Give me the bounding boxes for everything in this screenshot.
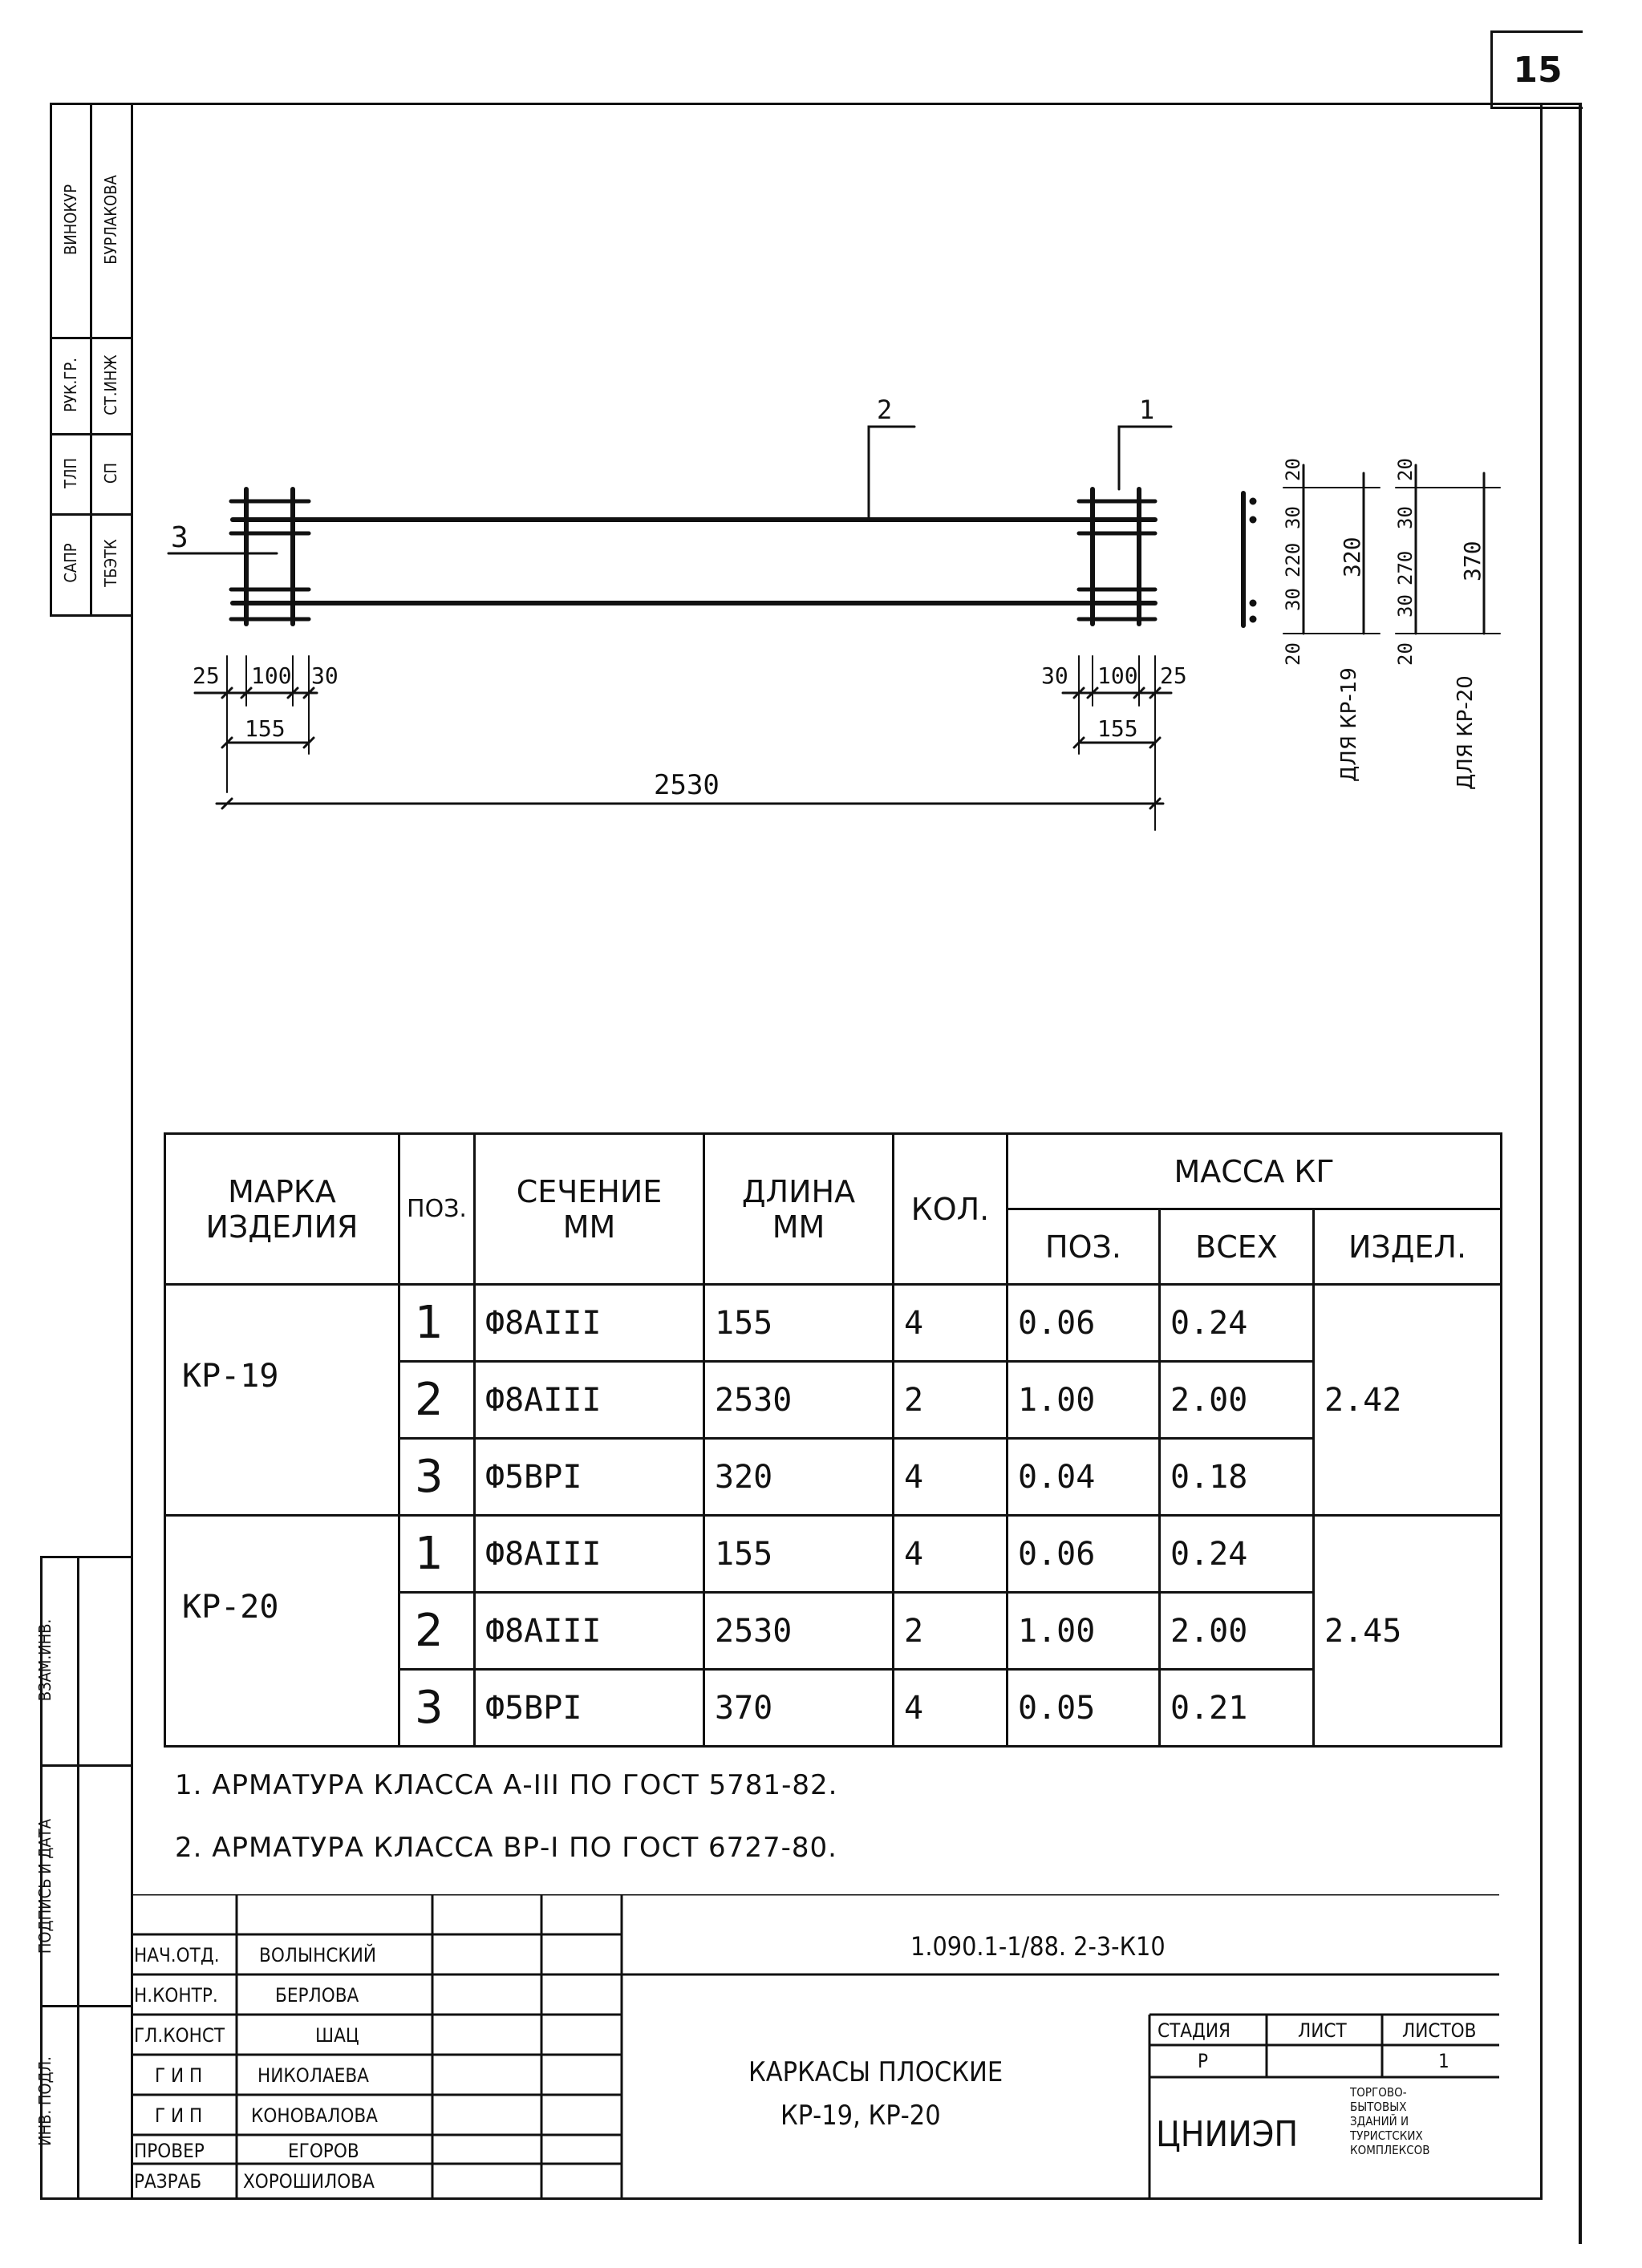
section-cell: Ф8АIII xyxy=(475,1593,704,1670)
drawing-title-line1: КАРКАСЫ ПЛОСКИЕ xyxy=(748,2056,1003,2088)
role-7: РАЗРАБ xyxy=(134,2170,202,2193)
header-mass: МАССА КГ xyxy=(1007,1134,1502,1209)
strip-top-label-tlp: ТЛП xyxy=(61,457,80,489)
kr20-dim-20-bottom: 20 xyxy=(1394,642,1417,666)
role-3: ГЛ.КОНСТ xyxy=(134,2024,225,2047)
leader-2-label: 2 xyxy=(877,395,893,425)
frame-drawing xyxy=(0,0,1642,882)
leader-1-label: 1 xyxy=(1139,395,1155,425)
mass-all-cell: 0.24 xyxy=(1160,1516,1314,1593)
kr20-dim-20-top: 20 xyxy=(1394,458,1417,481)
mass-all-cell: 0.18 xyxy=(1160,1439,1314,1516)
dim-total-2530: 2530 xyxy=(654,769,720,801)
kr19-dim-30-bottom: 30 xyxy=(1282,588,1304,611)
kr19-overall-320: 320 xyxy=(1339,537,1365,577)
section-cell: Ф5ВРI xyxy=(475,1439,704,1516)
mass-pos-cell: 1.00 xyxy=(1007,1593,1160,1670)
mass-pos-cell: 0.04 xyxy=(1007,1439,1160,1516)
pos-cell: 2 xyxy=(399,1362,475,1439)
mass-pos-cell: 0.06 xyxy=(1007,1285,1160,1362)
name-2: БЕРЛОВА xyxy=(275,1984,359,2007)
name-7: ХОРОШИЛОВА xyxy=(243,2170,375,2193)
leader-2-line xyxy=(869,427,914,520)
length-cell: 320 xyxy=(704,1439,894,1516)
drawing-title-line2: КР-19, КР-20 xyxy=(780,2100,941,2132)
strip-top-role-1: РУК.ГР. xyxy=(61,358,80,412)
section-cell: Ф8АIII xyxy=(475,1362,704,1439)
length-cell: 2530 xyxy=(704,1593,894,1670)
header-mass-all: ВСЕХ xyxy=(1160,1209,1314,1285)
length-cell: 370 xyxy=(704,1670,894,1747)
length-cell: 2530 xyxy=(704,1362,894,1439)
strip-top-name-2: БУРЛАКОВА xyxy=(101,175,120,265)
header-qty: КОЛ. xyxy=(894,1134,1007,1285)
role-4: Г И П xyxy=(155,2064,203,2087)
name-1: ВОЛЫНСКИЙ xyxy=(259,1944,377,1966)
specification-table xyxy=(164,1132,1502,1748)
mass-pos-cell: 0.06 xyxy=(1007,1516,1160,1593)
kr20-dim-270: 270 xyxy=(1394,550,1417,585)
organization-name: ЦНИИЭП xyxy=(1156,2114,1299,2155)
name-3: ШАЦ xyxy=(315,2024,359,2047)
role-5: Г И П xyxy=(155,2104,203,2127)
header-section: СЕЧЕНИЕ ММ xyxy=(475,1134,704,1285)
qty-cell: 4 xyxy=(894,1285,1007,1362)
dim-right-25: 25 xyxy=(1160,662,1187,689)
mark-cell: КР-19 xyxy=(165,1285,399,1516)
organization-subtitle: ТОРГОВО- БЫТОВЫХ ЗДАНИЙ И ТУРИСТСКИХ КОМПЛЕКСОВ xyxy=(1350,2085,1430,2157)
role-6: ПРОВЕР xyxy=(134,2140,205,2162)
name-6: ЕГОРОВ xyxy=(288,2140,359,2162)
kr20-dim-30-top: 30 xyxy=(1394,506,1417,529)
strip-top-value-tbetk: ТБЭТК xyxy=(101,539,120,587)
strip-top-name-1: ВИНОКУР xyxy=(61,184,80,256)
section-cell: Ф8АIII xyxy=(475,1285,704,1362)
header-mark: МАРКА ИЗДЕЛИЯ xyxy=(165,1134,399,1285)
kr20-overall-370: 370 xyxy=(1459,541,1486,581)
kr19-dim-20-top: 20 xyxy=(1282,458,1304,481)
kr20-caption: ДЛЯ КР-20 xyxy=(1453,675,1478,790)
dim-right-155: 155 xyxy=(1097,715,1138,742)
strip-top-role-2: СТ.ИНЖ xyxy=(101,354,120,415)
leader-3-label: 3 xyxy=(171,521,189,554)
section-cell: Ф8АIII xyxy=(475,1516,704,1593)
header-mass-item: ИЗДЕЛ. xyxy=(1314,1209,1502,1285)
dim-left-25: 25 xyxy=(193,662,220,689)
kr20-dim-30-bottom: 30 xyxy=(1394,594,1417,618)
document-code: 1.090.1-1/88. 2-3-К10 xyxy=(910,1931,1166,1962)
name-5: КОНОВАЛОВА xyxy=(251,2104,378,2127)
title-block xyxy=(131,1894,1499,2197)
strip-label-signature-date: ПОДПИСЬ И ДАТА xyxy=(35,1818,55,1954)
leader-1-line xyxy=(1119,427,1171,489)
header-pos: ПОЗ. xyxy=(399,1134,475,1285)
mass-all-cell: 0.24 xyxy=(1160,1285,1314,1362)
mass-pos-cell: 0.05 xyxy=(1007,1670,1160,1747)
qty-cell: 2 xyxy=(894,1593,1007,1670)
kr19-dim-30-top: 30 xyxy=(1282,506,1304,529)
pos-cell: 3 xyxy=(399,1670,475,1747)
strip-top-value-sp: СП xyxy=(101,462,120,484)
qty-cell: 2 xyxy=(894,1362,1007,1439)
role-2: Н.КОНТР. xyxy=(134,1984,218,2007)
section-cell: Ф5ВРI xyxy=(475,1670,704,1747)
mark-cell: КР-20 xyxy=(165,1516,399,1747)
pos-cell: 1 xyxy=(399,1516,475,1593)
strip-top-label-sapr: САПР xyxy=(61,543,80,583)
header-length: ДЛИНА ММ xyxy=(704,1134,894,1285)
mass-pos-cell: 1.00 xyxy=(1007,1362,1160,1439)
kr19-dim-220: 220 xyxy=(1282,542,1304,577)
mass-all-cell: 2.00 xyxy=(1160,1593,1314,1670)
strip-label-inv-podl: ИНВ. ПОДЛ. xyxy=(35,2056,55,2146)
table-row xyxy=(165,1516,1502,1593)
dim-left-155: 155 xyxy=(245,715,286,742)
sheets-label: ЛИСТОВ xyxy=(1402,2019,1477,2042)
dim-right-100: 100 xyxy=(1097,662,1138,689)
kr19-dim-20-bottom: 20 xyxy=(1282,642,1304,666)
dim-left-30: 30 xyxy=(311,662,339,689)
table-row xyxy=(165,1285,1502,1362)
length-cell: 155 xyxy=(704,1285,894,1362)
note-1: 1. АРМАТУРА КЛАССА А-III ПО ГОСТ 5781-82. xyxy=(175,1769,838,1801)
note-2: 2. АРМАТУРА КЛАССА ВР-I ПО ГОСТ 6727-80. xyxy=(175,1832,837,1864)
sheets-value: 1 xyxy=(1438,2050,1449,2072)
strip-label-vzam-inv: ВЗАМ.ИНВ. xyxy=(35,1618,55,1702)
length-cell: 155 xyxy=(704,1516,894,1593)
mass-all-cell: 2.00 xyxy=(1160,1362,1314,1439)
frame-bottom xyxy=(131,2197,1543,2200)
pos-cell: 3 xyxy=(399,1439,475,1516)
dim-left-100: 100 xyxy=(251,662,292,689)
pos-cell: 2 xyxy=(399,1593,475,1670)
name-4: НИКОЛАЕВА xyxy=(257,2064,369,2087)
header-mass-pos: ПОЗ. xyxy=(1007,1209,1160,1285)
stage-value: Р xyxy=(1198,2050,1209,2072)
qty-cell: 4 xyxy=(894,1439,1007,1516)
kr19-caption: ДЛЯ КР-19 xyxy=(1337,667,1361,782)
dim-right-30: 30 xyxy=(1041,662,1068,689)
sheet-label: ЛИСТ xyxy=(1298,2019,1347,2042)
role-1: НАЧ.ОТД. xyxy=(134,1944,220,1966)
sheet-number: 15 xyxy=(1490,30,1583,109)
item-mass-cell: 2.42 xyxy=(1314,1285,1502,1516)
item-mass-cell: 2.45 xyxy=(1314,1516,1502,1747)
stage-label: СТАДИЯ xyxy=(1158,2019,1231,2042)
qty-cell: 4 xyxy=(894,1516,1007,1593)
pos-cell: 1 xyxy=(399,1285,475,1362)
qty-cell: 4 xyxy=(894,1670,1007,1747)
mass-all-cell: 0.21 xyxy=(1160,1670,1314,1747)
